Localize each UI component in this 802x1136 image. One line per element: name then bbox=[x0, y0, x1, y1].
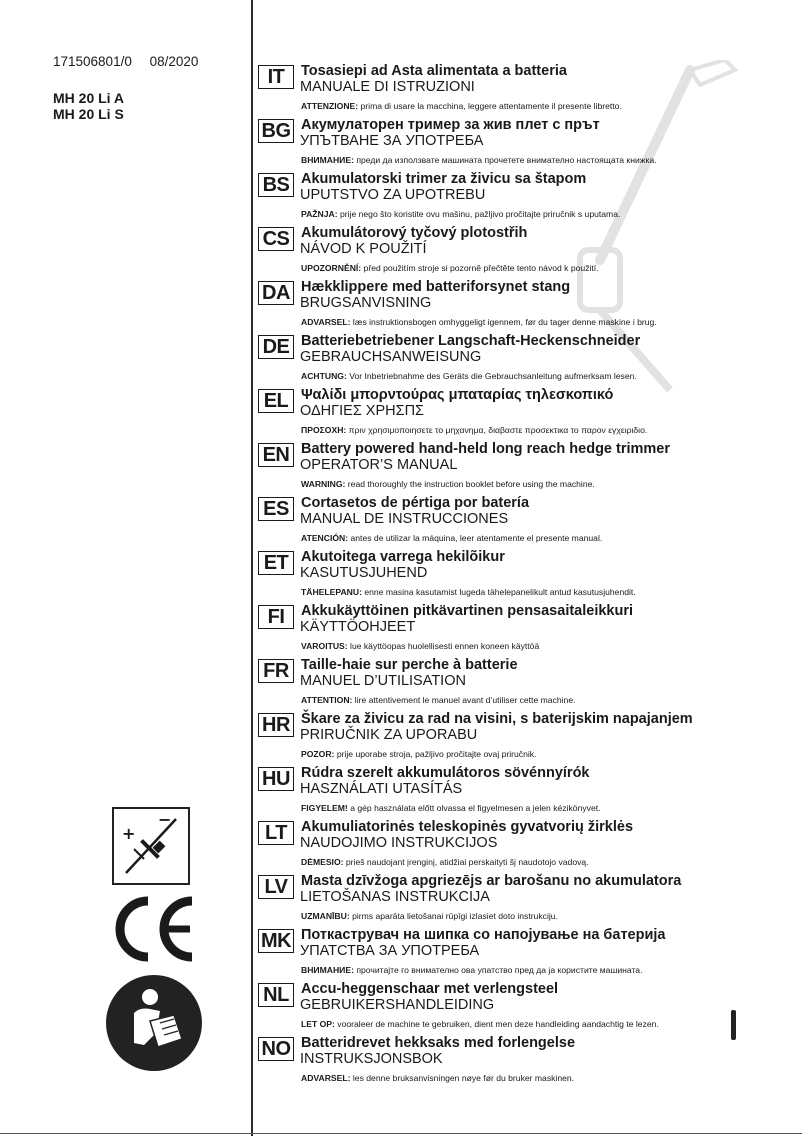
language-code-badge: DA bbox=[258, 281, 294, 305]
language-manual-label: OPERATOR’S MANUAL bbox=[300, 457, 458, 473]
read-manual-icon bbox=[104, 973, 204, 1073]
language-entry bbox=[258, 657, 794, 711]
warning-text: преди да използвате машината прочетете внимателно настоящата книжка. bbox=[356, 155, 657, 165]
warning-text: prima di usare la macchina, leggere attentamente il presente libretto. bbox=[360, 101, 622, 111]
warning-label: DĖMESIO: bbox=[301, 857, 344, 867]
language-title: Battery powered hand-held long reach hedge trimmer bbox=[301, 441, 671, 457]
language-entry bbox=[258, 387, 794, 441]
language-list bbox=[258, 63, 794, 1089]
language-warning bbox=[301, 371, 637, 381]
language-warning bbox=[301, 965, 642, 975]
language-entry bbox=[258, 549, 794, 603]
warning-text: před použitím stroje si pozorně přečtěte tento návod k použití. bbox=[363, 263, 599, 273]
warning-label: FIGYELEM! bbox=[301, 803, 348, 813]
language-warning bbox=[301, 101, 622, 111]
warning-text: read thoroughly the instruction booklet before using the machine. bbox=[347, 479, 595, 489]
language-title: Accu-heggenschaar met verlengsteel bbox=[301, 981, 559, 997]
language-title: Taille-haie sur perche à batterie bbox=[301, 657, 518, 673]
language-manual-label: MANUALE DI ISTRUZIONI bbox=[300, 79, 475, 95]
warning-text: Vor Inbetriebnahme des Geräts die Gebrauchsanleitung aufmerksam lesen. bbox=[349, 371, 637, 381]
language-entry bbox=[258, 63, 794, 117]
language-manual-label: PRIRUČNIK ZA UPORABU bbox=[300, 727, 478, 743]
warning-label: ATTENTION: bbox=[301, 695, 353, 705]
model-list bbox=[53, 90, 124, 122]
language-title: Акумулаторен тример за жив плет с прът bbox=[301, 117, 600, 133]
language-title: Akumulátorový tyčový plotostřih bbox=[301, 225, 528, 241]
battery-symbol-icon bbox=[112, 807, 190, 885]
warning-text: antes de utilizar la máquina, leer atentamente el presente manual. bbox=[350, 533, 603, 543]
bottom-rule bbox=[0, 1133, 802, 1134]
language-entry bbox=[258, 225, 794, 279]
language-code-badge: EL bbox=[258, 389, 294, 413]
language-manual-label: LIETOŠANAS INSTRUKCIJA bbox=[300, 889, 490, 905]
warning-text: vooraleer de machine te gebruiken, dient men deze handleiding aandachtig te lezen. bbox=[337, 1019, 659, 1029]
language-entry bbox=[258, 117, 794, 171]
language-title: Rúdra szerelt akkumulátoros sövénnyírók bbox=[301, 765, 590, 781]
language-title: Hækklippere med batteriforsynet stang bbox=[301, 279, 571, 295]
warning-label: ADVARSEL: bbox=[301, 1073, 351, 1083]
language-code-badge: NL bbox=[258, 983, 294, 1007]
language-warning bbox=[301, 209, 620, 219]
warning-label: ADVARSEL: bbox=[301, 317, 351, 327]
vertical-divider bbox=[251, 0, 253, 1136]
language-title: Akkukäyttöinen pitkävartinen pensasaitaleikkuri bbox=[301, 603, 634, 619]
language-code-badge: FR bbox=[258, 659, 294, 683]
language-entry bbox=[258, 279, 794, 333]
language-manual-label: NÁVOD K POUŽITÍ bbox=[300, 241, 427, 257]
language-warning bbox=[301, 317, 657, 327]
warning-label: LET OP: bbox=[301, 1019, 335, 1029]
page-edge-mark bbox=[731, 1010, 736, 1040]
language-manual-label: MANUAL DE INSTRUCCIONES bbox=[300, 511, 509, 527]
language-code-badge: HR bbox=[258, 713, 294, 737]
language-entry bbox=[258, 603, 794, 657]
language-warning bbox=[301, 695, 575, 705]
language-title: Batteridrevet hekksaks med forlengelse bbox=[301, 1035, 576, 1051]
language-warning bbox=[301, 749, 536, 759]
language-warning bbox=[301, 1019, 659, 1029]
language-manual-label: KÄYTTÖOHJEET bbox=[300, 619, 416, 635]
language-code-badge: FI bbox=[258, 605, 294, 629]
document-date: 08/2020 bbox=[149, 54, 199, 69]
language-title: Поткаструвач на шипка со напојување на батерија bbox=[301, 927, 666, 943]
model-name: MH 20 Li A bbox=[53, 90, 125, 106]
warning-label: TÄHELEPANU: bbox=[301, 587, 362, 597]
warning-label: VAROITUS: bbox=[301, 641, 348, 651]
language-title: Škare za živicu za rad na visini, s baterijskim napajanjem bbox=[301, 711, 693, 727]
language-manual-label: GEBRUIKERSHANDLEIDING bbox=[300, 997, 495, 1013]
language-manual-label: GEBRAUCHSANWEISUNG bbox=[300, 349, 482, 365]
language-code-badge: MK bbox=[258, 929, 294, 953]
language-title: Akutoitega varrega hekilõikur bbox=[301, 549, 505, 565]
warning-text: prieš naudojant įrenginį, atidžiai perskaityti šį naudotojo vadovą. bbox=[345, 857, 589, 867]
svg-text:+: + bbox=[122, 824, 136, 843]
language-warning bbox=[301, 857, 589, 867]
warning-text: prije nego što koristite ovu mašinu, pažljivo pročitajte priručnik s uputama. bbox=[340, 209, 621, 219]
language-code-badge: EN bbox=[258, 443, 294, 467]
warning-text: a gép használata előtt olvassa el figyelmesen a jelen kézikönyvet. bbox=[350, 803, 601, 813]
language-code-badge: HU bbox=[258, 767, 294, 791]
language-title: Masta dzīvžoga apgriezējs ar barošanu no akumulatora bbox=[301, 873, 682, 889]
warning-label: UZMANĪBU: bbox=[301, 911, 350, 921]
warning-text: læs instruktionsbogen omhyggeligt igennem, før du tager denne maskine i brug. bbox=[352, 317, 657, 327]
document-code: 171506801/0 bbox=[53, 54, 132, 69]
language-warning bbox=[301, 803, 601, 813]
language-manual-label: KASUTUSJUHEND bbox=[300, 565, 428, 581]
svg-text:−: − bbox=[158, 810, 172, 829]
language-manual-label: УПАТСТВА ЗА УПОТРЕБА bbox=[300, 943, 480, 959]
warning-text: πριν χρησιμοποιησετε το μηχανημα, διαβαστε προσεκτικα το παρον εγχειριδιο. bbox=[348, 425, 648, 435]
language-entry bbox=[258, 981, 794, 1035]
language-manual-label: УПЪТВАНЕ ЗА УПОТРЕБА bbox=[300, 133, 484, 149]
language-warning bbox=[301, 587, 636, 597]
model-name: MH 20 Li S bbox=[53, 106, 124, 122]
language-code-badge: ET bbox=[258, 551, 294, 575]
warning-text: прочитајте го внимателно ова упатство пред да ја користите машината. bbox=[356, 965, 643, 975]
language-warning bbox=[301, 155, 657, 165]
warning-label: POZOR: bbox=[301, 749, 335, 759]
warning-text: lue käyttöopas huolellisesti ennen koneen käyttöä bbox=[350, 641, 540, 651]
language-manual-label: UPUTSTVO ZA UPOTREBU bbox=[300, 187, 486, 203]
language-entry bbox=[258, 765, 794, 819]
warning-label: ATTENZIONE: bbox=[301, 101, 359, 111]
warning-label: ВНИМАНИЕ: bbox=[301, 965, 354, 975]
ce-mark-icon bbox=[112, 893, 196, 965]
warning-text: prije uporabe stroja, pažljivo pročitajte ovaj priručnik. bbox=[336, 749, 537, 759]
language-entry bbox=[258, 1035, 794, 1089]
language-title: Akumuliatorinės teleskopinės gyvatvorių žirklės bbox=[301, 819, 634, 835]
language-warning bbox=[301, 479, 595, 489]
language-code-badge: NO bbox=[258, 1037, 294, 1061]
language-code-badge: LT bbox=[258, 821, 294, 845]
language-entry bbox=[258, 333, 794, 387]
language-code-badge: BS bbox=[258, 173, 294, 197]
language-code-badge: ES bbox=[258, 497, 294, 521]
document-code-date bbox=[53, 54, 212, 69]
language-entry bbox=[258, 927, 794, 981]
warning-label: ACHTUNG: bbox=[301, 371, 347, 381]
language-entry bbox=[258, 441, 794, 495]
warning-text: pirms aparāta lietošanai rūpīgi izlasiet doto instrukciju. bbox=[352, 911, 558, 921]
language-manual-label: ΟΔΗΓΙΕΣ ΧΡΗΣΠΣ bbox=[300, 403, 425, 419]
language-warning bbox=[301, 263, 599, 273]
language-title: Cortasetos de pértiga por batería bbox=[301, 495, 530, 511]
warning-text: lire attentivement le manuel avant d’utiliser cette machine. bbox=[354, 695, 576, 705]
language-warning bbox=[301, 1073, 574, 1083]
language-manual-label: HASZNÁLATI UTASÍTÁS bbox=[300, 781, 463, 797]
language-title: Ψαλίδι μπορντούρας μπαταρίας τηλεσκοπικό bbox=[301, 387, 614, 403]
language-code-badge: BG bbox=[258, 119, 294, 143]
warning-label: ВНИМАНИЕ: bbox=[301, 155, 354, 165]
language-manual-label: NAUDOJIMO INSTRUKCIJOS bbox=[300, 835, 498, 851]
language-entry bbox=[258, 171, 794, 225]
language-entry bbox=[258, 495, 794, 549]
language-manual-label: BRUGSANVISNING bbox=[300, 295, 432, 311]
language-entry bbox=[258, 819, 794, 873]
language-entry bbox=[258, 873, 794, 927]
language-code-badge: CS bbox=[258, 227, 294, 251]
warning-label: PAŽNJA: bbox=[301, 209, 338, 219]
warning-label: WARNING: bbox=[301, 479, 346, 489]
language-warning bbox=[301, 911, 558, 921]
language-title: Akumulatorski trimer za živicu sa štapom bbox=[301, 171, 587, 187]
language-title: Tosasiepi ad Asta alimentata a batteria bbox=[301, 63, 567, 79]
language-manual-label: MANUEL D’UTILISATION bbox=[300, 673, 466, 689]
warning-text: les denne bruksanvisningen nøye før du bruker maskinen. bbox=[352, 1073, 575, 1083]
language-code-badge: IT bbox=[258, 65, 294, 89]
language-code-badge: LV bbox=[258, 875, 294, 899]
warning-label: ATENCIÓN: bbox=[301, 533, 349, 543]
warning-label: ΠΡΟΣΟΧΗ: bbox=[301, 425, 347, 435]
warning-text: enne masina kasutamist lugeda tähelepanelikult antud kasutusjuhendit. bbox=[364, 587, 636, 597]
language-warning bbox=[301, 641, 539, 651]
warning-label: UPOZORNĚNÍ: bbox=[301, 263, 362, 273]
language-entry bbox=[258, 711, 794, 765]
language-warning bbox=[301, 533, 602, 543]
language-title: Batteriebetriebener Langschaft-Heckenschneider bbox=[301, 333, 641, 349]
language-code-badge: DE bbox=[258, 335, 294, 359]
language-warning bbox=[301, 425, 647, 435]
language-manual-label: INSTRUKSJONSBOK bbox=[300, 1051, 443, 1067]
